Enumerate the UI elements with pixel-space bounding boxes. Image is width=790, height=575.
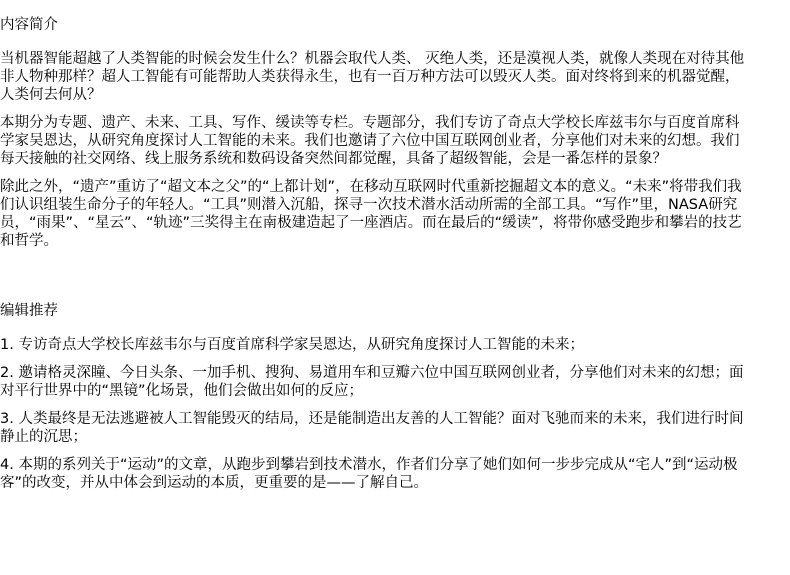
recommend-list	[0, 336, 745, 492]
recommend-heading: 编辑推荐	[0, 303, 58, 319]
intro-section	[0, 16, 786, 250]
recommend-item-4: 4. 本期的系列关于“运动”的文章，从跑步到攀岩到技术潜水，作者们分享了她们如何一步步完成从“宅人”到“运动极客”的改变，并从中体会到运动的本质，更重要的是——了解自己。	[0, 457, 738, 491]
recommend-section	[0, 302, 786, 492]
recommend-item-2: 2. 邀请格灵深瞳、今日头条、一加手机、搜狗、易道用车和豆瓣六位中国互联网创业者，分享他们对未来的幻想；面对平行世界中的“黑镜”化场景，他们会做出如何的反应；	[0, 365, 744, 399]
intro-paragraph-3: 除此之外，“遗产”重访了“超文本之父”的“上都计划”，在移动互联网时代重新挖掘超文本的意义。“未来”将带我们我们认识组装生命分子的年轻人。“工具”则潜入沉船，探寻一次技术潜水活动所需的全部工具。“写作”里，NASA研究员，“雨果”、“星云”、“轨迹”三奖得主在南极建造起了一座酒店。而在最后的“缓读”，将带你感受跑步和攀岩的技艺和哲学。	[0, 179, 742, 249]
intro-heading: 内容简介	[0, 17, 58, 33]
recommend-item-3: 3. 人类最终是无法逃避被人工智能毁灭的结局，还是能制造出友善的人工智能？面对飞驰而来的未来，我们进行时间静止的沉思；	[0, 411, 744, 445]
intro-paragraph-2: 本期分为专题、遗产、未来、工具、写作、缓读等专栏。专题部分，我们专访了奇点大学校长库兹韦尔与百度首席科学家吴恩达，从研究角度探讨人工智能的未来。我们也邀请了六位中国互联网创业者，分享他们对未来的幻想。我们每天接触的社交网络、线上服务系统和数码设备突然间都觉醒，具备了超级智能，会是一番怎样的景象？	[0, 115, 740, 167]
recommend-item-1: 1. 专访奇点大学校长库兹韦尔与百度首席科学家吴恩达，从研究角度探讨人工智能的未来；	[0, 337, 584, 353]
intro-paragraph-1: 当机器智能超越了人类智能的时候会发生什么？机器会取代人类、 灭绝人类，还是漠视人类，就像人类现在对待其他非人物种那样？超人工智能有可能帮助人类获得永生，也有一百万种方法可以毁灭人类。面对终将到来的机器觉醒，人类何去何从？	[0, 51, 745, 103]
